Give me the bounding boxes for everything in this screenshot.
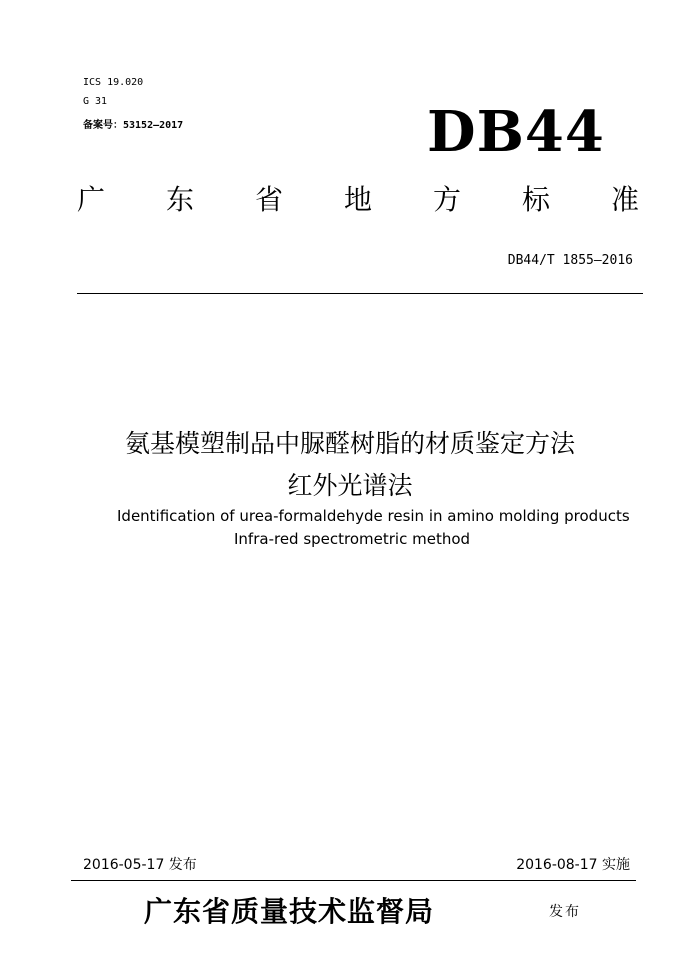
- classification-code: G 31: [83, 96, 108, 107]
- standard-type-char: 广: [76, 183, 105, 216]
- standard-type-char: 省: [254, 183, 283, 216]
- standard-type-heading: [76, 183, 640, 216]
- publish-label: 发布: [549, 904, 581, 920]
- db44-logo: DB44: [427, 99, 605, 165]
- bottom-divider: [71, 880, 636, 881]
- title-cn-line1: 氨基模塑制品中脲醛树脂的材质鉴定方法: [124, 429, 575, 458]
- standard-type-char: 标: [521, 183, 550, 216]
- issuing-authority: 广东省质量技术监督局: [144, 895, 435, 928]
- standard-type-char: 方: [432, 183, 461, 216]
- implementation-date: 2016-08-17 实施: [516, 857, 630, 873]
- standard-type-char: 地: [343, 183, 372, 216]
- standard-type-char: 东: [165, 183, 194, 216]
- top-divider: [77, 293, 643, 294]
- issue-date: 2016-05-17 发布: [83, 857, 197, 873]
- title-en-line1: Identification of urea-formaldehyde resin in amino molding products: [117, 507, 630, 525]
- filing-number: 备案号：53152—2017: [83, 120, 184, 131]
- title-cn-line2: 红外光谱法: [287, 471, 413, 500]
- standard-type-char: 准: [610, 183, 639, 216]
- standard-number: DB44/T 1855—2016: [507, 253, 633, 268]
- ics-code: ICS 19.020: [83, 77, 144, 88]
- title-en-line2: Infra-red spectrometric method: [234, 530, 471, 548]
